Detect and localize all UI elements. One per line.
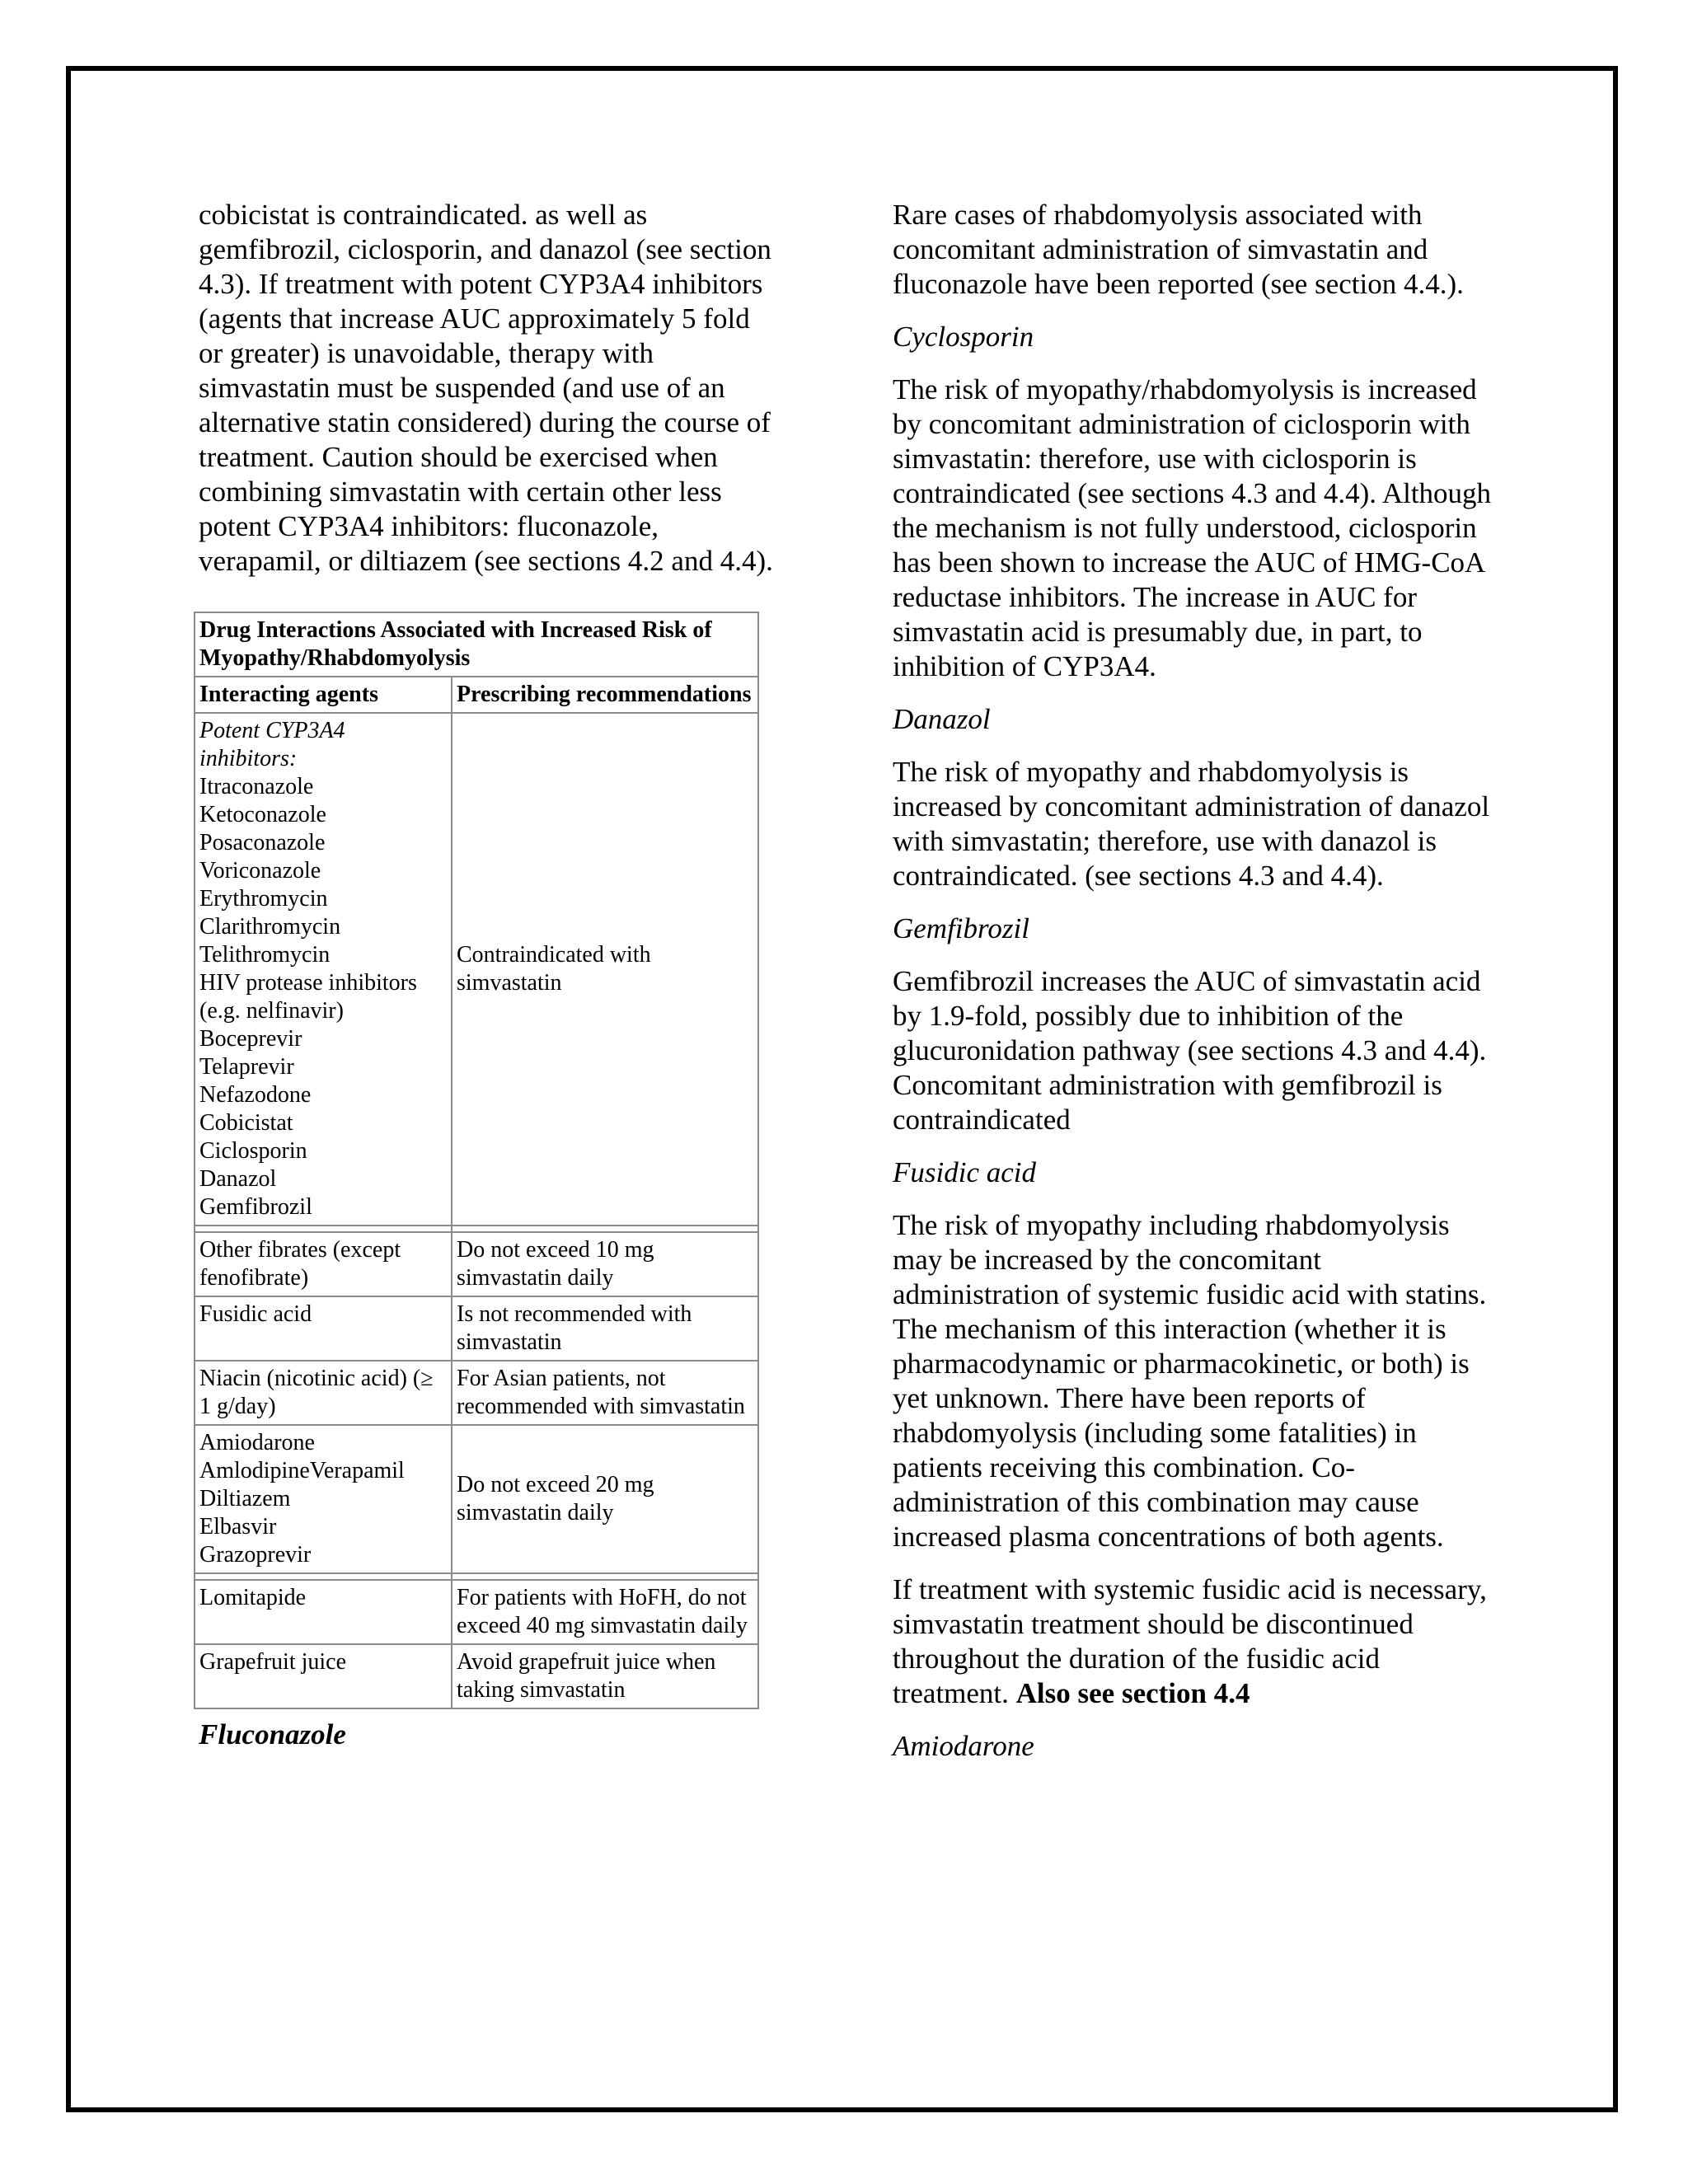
agent-cell: Niacin (nicotinic acid) (≥ 1 g/day) [195, 1361, 452, 1425]
agent-item: Grazoprevir [199, 1542, 312, 1568]
table-row [195, 1580, 758, 1644]
amiodarone-heading: Amiodarone [893, 1730, 1034, 1762]
table-row [195, 1232, 758, 1296]
agent-item: Clarithromycin [199, 914, 341, 940]
table-row [195, 713, 758, 1226]
group2-recommendation: Do not exceed 20 mg simvastatin daily [452, 1425, 758, 1573]
agent-item: Amiodarone [199, 1430, 315, 1455]
agent-item: Boceprevir [199, 1026, 302, 1052]
col-header-recommendations: Prescribing recommendations [452, 677, 758, 713]
table-title-row [195, 612, 758, 677]
recommendation-cell: Avoid grapefruit juice when taking simvastatin [452, 1644, 758, 1708]
table-row [195, 1644, 758, 1708]
group2-agents-cell [195, 1425, 452, 1573]
agent-cell: Lomitapide [195, 1580, 452, 1644]
agent-item: Ketoconazole [199, 802, 326, 827]
gemfibrozil-paragraph: Gemfibrozil increases the AUC of simvastatin acid by 1.9-fold, possibly due to inhibition of the glucuronidation pathway (see sections 4.3 and 4.4). Concomitant administration with gemfibrozil is contraindicated [893, 965, 1487, 1136]
danazol-heading: Danazol [893, 703, 991, 735]
agent-item: Nefazodone [199, 1082, 312, 1108]
fusidic-acid-paragraph-2 [893, 1572, 1494, 1711]
danazol-paragraph: The risk of myopathy and rhabdomyolysis is increased by concomitant administration of danazol with simvastatin; therefore, use with danazol is contraindicated. (see sections 4.3 and 4.4). [893, 756, 1490, 892]
agent-item: Telithromycin [199, 942, 331, 968]
recommendation-cell: For patients with HoFH, do not exceed 40 mg simvastatin daily [452, 1580, 758, 1644]
see-section-note: Also see section 4.4 [1015, 1677, 1250, 1709]
agent-cell: Fusidic acid [195, 1296, 452, 1361]
potent-agents-cell [195, 713, 452, 1226]
right-column [893, 198, 1494, 1782]
col-header-agents: Interacting agents [195, 677, 452, 713]
fusidic-acid-text: If treatment with systemic fusidic acid is necessary, simvastatin treatment should be discontinued throughout the duration of the fusidic acid treatment. [893, 1573, 1487, 1709]
potent-recommendation: Contraindicated with simvastatin [452, 713, 758, 1226]
table-spacer [195, 1573, 758, 1580]
agent-item: Posaconazole [199, 830, 326, 855]
agent-item: Telaprevir [199, 1054, 294, 1080]
cyclosporin-heading: Cyclosporin [893, 321, 1034, 353]
recommendation-cell: For Asian patients, not recommended with simvastatin [452, 1361, 758, 1425]
agent-item: AmlodipineVerapamil [199, 1458, 405, 1483]
agent-item: Danazol [199, 1166, 277, 1192]
potent-label: Potent CYP3A4 inhibitors: [199, 718, 345, 771]
agent-item: Gemfibrozil [199, 1194, 312, 1220]
intro-paragraph: cobicistat is contraindicated. as well as gemfibrozil, ciclosporin, and danazol (see section 4.3). If treatment with potent CYP3A4 inhibitors (agents that increase AUC approximately 5 fold or greater) is unavoidable, therapy with simvastatin must be suspended (and use of an alternative statin considered) during the course of treatment. Caution should be exercised when combining simvastatin with certain other less potent CYP3A4 inhibitors: fluconazole, verapamil, or diltiazem (see sections 4.2 and 4.4). [199, 199, 773, 577]
fluconazole-paragraph: Rare cases of rhabdomyolysis associated with concomitant administration of simvastatin and fluconazole have been reported (see section 4.4.). [893, 199, 1464, 300]
table-header-row [195, 677, 758, 713]
agent-item: Diltiazem [199, 1486, 291, 1511]
agent-item: Itraconazole [199, 774, 314, 799]
agent-item: Elbasvir [199, 1514, 277, 1540]
agent-item: Erythromycin [199, 886, 328, 912]
cyclosporin-paragraph: The risk of myopathy/rhabdomyolysis is increased by concomitant administration of ciclosporin with simvastatin: therefore, use with ciclosporin is contraindicated (see sections 4.3 and 4.4). Although the mechanism is not fully understood, ciclosporin has been shown to increase the AUC of HMG-CoA reductase inhibitors. The increase in AUC for simvastatin acid is presumably due, in part, to inhibition of CYP3A4. [893, 373, 1492, 682]
fusidic-acid-heading: Fusidic acid [893, 1156, 1036, 1188]
agent-item: Ciclosporin [199, 1138, 307, 1164]
agent-cell: Grapefruit juice [195, 1644, 452, 1708]
drug-interactions-table [194, 612, 759, 1709]
agent-item: Voriconazole [199, 858, 321, 883]
fluconazole-heading: Fluconazole [199, 1718, 346, 1750]
agent-item: HIV protease inhibitors (e.g. nelfinavir) [199, 970, 417, 1024]
fusidic-acid-paragraph: The risk of myopathy including rhabdomyolysis may be increased by the concomitant administration of systemic fusidic acid with statins. The mechanism of this interaction (whether it is pharmacodynamic or pharmacokinetic, or both) is yet unknown. There have been reports of rhabdomyolysis (including some fatalities) in patients receiving this combination. Co-administration of this combination may cause increased plasma concentrations of both agents. [893, 1209, 1487, 1553]
table-spacer [195, 1226, 758, 1232]
recommendation-cell: Is not recommended with simvastatin [452, 1296, 758, 1361]
agent-cell: Other fibrates (except fenofibrate) [195, 1232, 452, 1296]
agent-item: Cobicistat [199, 1110, 293, 1136]
table-row [195, 1296, 758, 1361]
table-title: Drug Interactions Associated with Increased Risk of Myopathy/Rhabdomyolysis [195, 612, 758, 677]
table-row [195, 1361, 758, 1425]
left-column [199, 198, 776, 1752]
gemfibrozil-heading: Gemfibrozil [893, 912, 1029, 944]
table-row [195, 1425, 758, 1573]
recommendation-cell: Do not exceed 10 mg simvastatin daily [452, 1232, 758, 1296]
